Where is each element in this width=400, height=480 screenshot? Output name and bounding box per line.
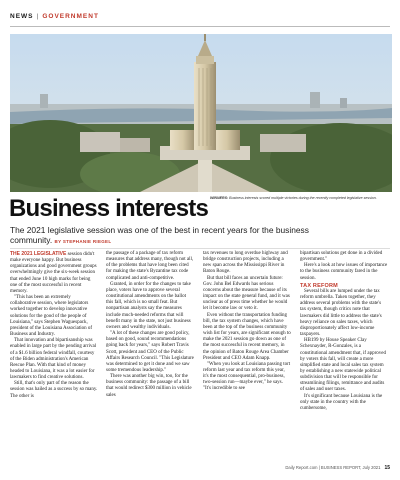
paragraph (10, 251, 98, 295)
top-rule (10, 26, 390, 27)
paragraph: Here's a look at how issues of importance to the business community fared in the session. (300, 263, 388, 281)
byline: BY STEPHANIE RIEGEL (54, 239, 112, 244)
paragraph: There was another big win, too, for the business community: the passage of a bill that would redirect $300 million in vehicle sales (106, 374, 192, 398)
paragraph: Granted, in order for the changes to take place, voters have to approve several constitutional amendments on the ballot this fall, which is no small feat. But nonpartisan analysts say the measures include much-needed reforms that will benefit many in the state, not just business owners and wealthy individuals. (106, 281, 191, 330)
lead-in: THE 2021 LEGISLATIVE (10, 251, 67, 257)
capitol-aerial-photo (10, 34, 392, 192)
paragraph: That innovation and bipartisanship was enabled in large part by the pending arrival of a $1.6 billion federal windfall, courtesy of the Biden administration's American Rescue Plan. With that kind of money headed to Louisiana, it was a lot easier for lawmakers to find creative solutions. (10, 338, 97, 381)
section-separator: | (36, 13, 40, 20)
section-name: GOVERNMENT (42, 13, 99, 20)
caption-label: WINNERS: (210, 196, 229, 200)
article-column-3 (203, 251, 291, 393)
photo-caption (210, 196, 392, 200)
section-label: NEWS (10, 13, 34, 20)
article-column-4 (300, 251, 388, 412)
paragraph: "A lot of these changes are good policy, based on good, sound recommendations going back for years," says Robert Travis Scott, president and CEO of the Public Affairs Research Council. "This Legislature was determined to get it done and we saw some tremendous leadership." (106, 331, 194, 373)
article-column-1 (10, 251, 98, 400)
paragraph: Still, that's only part of the reason the session was hailed as a success by so many. The other is (10, 381, 98, 399)
paragraph: Several bills are lumped under the tax reform umbrella. Taken together, they address several problems with the state's tax system, though critics note that lawmakers did little to address the state's heavy reliance on sales taxes, which disproportionately affect low-income taxpayers. (300, 288, 382, 338)
paragraph: tax revenues to long overdue highway and bridge construction projects, including a new span across the Mississippi River in Baton Rouge. (203, 251, 288, 275)
deck-rule (10, 248, 390, 249)
paragraph-text: session didn't make everyone happy. But business organizations and good government groups overwhelmingly give the six-week session that ended June 10 high marks for being one of the most successful in recent memory. (10, 252, 97, 294)
deck-text: The 2021 legislative session was one of the best in recent years for the business community. (10, 225, 309, 245)
paragraph: bipartisan solutions get done in a divided government." (300, 251, 383, 263)
paragraph: It's significant because Louisiana is the only state in the country with the cumbersome, (300, 393, 383, 411)
deck (10, 225, 340, 247)
paragraph: But that bill faces an uncertain future: Gov. John Bel Edwards has serious concerns about the measure because of its impact on the state general fund, and it was unclear as of press time whether he would let it become law or veto it. (203, 275, 290, 312)
footer-source: Daily Report.com | BUSINESS REPORT, July 2021 (285, 465, 381, 470)
paragraph: Even without the transportation funding bill, the tax system changes, which have been at the top of the business community wish list for years, are significant enough to make the 2021 session go down as one of the most successful in recent memory, in the opinion of Baton Rouge Area Chamber President and CEO Adam Knapp. (203, 312, 291, 361)
caption-text: Business interests scored multiple victories during the recently completed legislative session. (229, 196, 377, 200)
page-footer (285, 465, 390, 471)
photo-illustration (10, 34, 392, 192)
paragraph: HB199 by House Speaker Clay Schexnayder, R-Gonzales, is a constitutional amendment that, if approved by voters this fall, will create a more simplified state and local sales tax system by establishing a new statewide political subdivision that will be responsible for streamlining filings, remittance and audits of sales and user taxes. (300, 338, 386, 393)
headline: Business interests (9, 195, 209, 222)
paragraph: the passage of a package of tax reform measures that address many, though not all, of the problems that have long been cited for making the state's Byzantine tax code complicated and anti-competitive. (106, 251, 194, 281)
page-number: 15 (384, 465, 390, 471)
paragraph: "When you look at Louisiana passing tort reform last year and tax reform this year, it's the most consequential, pro-business, two-session run—maybe ever," he says. "It's incredible to see (203, 361, 291, 392)
article-column-2 (106, 251, 194, 399)
subhead-tax-reform: TAX REFORM (300, 282, 338, 289)
section-tag (10, 13, 99, 20)
paragraph: "This has been an extremely collaborative session, where legislators worked together to develop innovative solutions for the good of the people of Louisiana," says Stephen Waguespack, president of the Louisiana Association of Business and Industry. (10, 295, 93, 338)
